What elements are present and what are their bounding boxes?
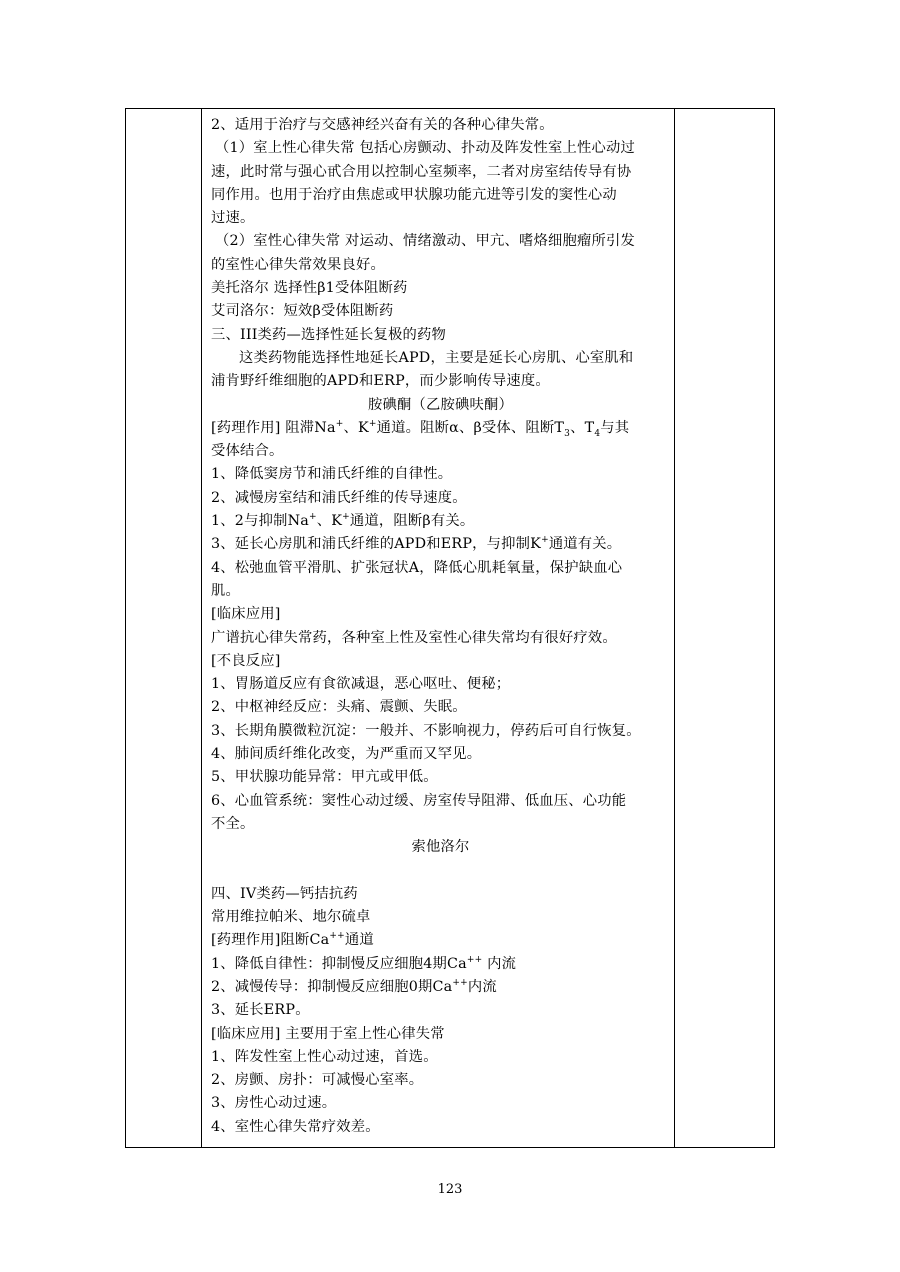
superscript: + xyxy=(309,512,317,523)
text-line: 3、延长ERP。 xyxy=(211,1002,310,1019)
superscript: + xyxy=(541,535,549,546)
main-column xyxy=(202,109,676,1147)
text-span: 通道 xyxy=(344,932,374,949)
text-span: 与其 xyxy=(600,419,630,436)
page-number: 123 xyxy=(437,1182,463,1197)
text-line xyxy=(211,929,670,952)
text-line xyxy=(211,976,670,999)
blank-line xyxy=(211,860,670,883)
subscript: 3 xyxy=(564,428,571,439)
text-line: 6、心血管系统：窦性心动过缓、房室传导阻滞、低血压、心功能 xyxy=(211,792,627,809)
text-line: 2、适用于治疗与交感神经兴奋有关的各种心律失常。 xyxy=(211,117,554,133)
text-line: 的室性心律失常效果良好。 xyxy=(211,256,385,273)
right-column xyxy=(674,109,774,1147)
text-line: 美托洛尔 选择性β1受体阻断药 xyxy=(211,280,408,297)
text-line: 4、肺间质纤维化改变，为严重而又罕见。 xyxy=(211,746,482,763)
text-line xyxy=(211,417,670,440)
text-line: 过速。 xyxy=(211,210,255,227)
superscript: + xyxy=(342,512,350,523)
content-table xyxy=(125,108,775,1148)
text-span: 、T xyxy=(570,419,595,436)
text-line: 5、甲状腺功能异常：甲亢或甲低。 xyxy=(211,769,438,786)
text-span: 、K xyxy=(316,513,343,530)
text-line: 速，此时常与强心甙合用以控制心室频率，二者对房室结传导有协 xyxy=(211,163,632,180)
text-line xyxy=(211,533,670,556)
text-line: 不全。 xyxy=(211,815,255,832)
drug-heading-amiodarone: 胺碘酮（乙胺碘呋酮） xyxy=(368,396,513,413)
text-line: [不良反应] xyxy=(211,652,281,669)
superscript: ++ xyxy=(452,978,468,989)
text-span: [药理作用] 阻滞Na xyxy=(211,419,336,436)
section-heading: 四、IV类药—钙拮抗药 xyxy=(211,885,358,902)
text-span: 内流 xyxy=(467,978,497,995)
text-line: 1、阵发性室上性心动过速，首选。 xyxy=(211,1048,438,1065)
text-line: （1）室上性心律失常 包括心房颤动、扑动及阵发性室上性心动过 xyxy=(215,140,635,157)
text-line: 2、减慢房室结和浦氏纤维的传导速度。 xyxy=(211,489,467,506)
text-line: [临床应用] xyxy=(211,606,281,623)
text-line: 广谱抗心律失常药，各种室上性及室性心律失常均有很好疗效。 xyxy=(211,629,617,646)
text-line xyxy=(211,510,670,533)
text-span: 通道。阻断α、β受体、阻断T xyxy=(376,419,565,436)
text-line: （2）室性心律失常 对运动、情绪激动、甲亢、嗜烙细胞瘤所引发 xyxy=(215,233,635,250)
text-line: 2、房颤、房扑：可减慢心室率。 xyxy=(211,1072,424,1089)
text-span: 通道有关。 xyxy=(548,536,622,553)
text-line: 4、室性心律失常疗效差。 xyxy=(211,1118,380,1135)
text-line: 这类药物能选择性地延长APD，主要是延长心房肌、心室肌和 xyxy=(239,349,634,366)
text-line: 3、长期角膜微粒沉淀：一般并、不影响视力，停药后可自行恢复。 xyxy=(211,722,641,739)
text-span: 1、2与抑制Na xyxy=(211,513,310,530)
text-line: 肌。 xyxy=(211,582,240,599)
text-span: 3、延长心房肌和浦氏纤维的APD和ERP，与抑制K xyxy=(211,536,542,553)
left-column xyxy=(126,109,202,1147)
section-heading: 三、III类药—选择性延长复极的药物 xyxy=(211,326,446,343)
superscript: ++ xyxy=(466,954,483,965)
superscript: + xyxy=(335,419,344,430)
text-span: 1、降低自律性：抑制慢反应细胞4期Ca xyxy=(211,955,467,972)
text-span: 2、减慢传导：抑制慢反应细胞0期Ca xyxy=(211,978,453,995)
text-line: 同作用。也用于治疗由焦虑或甲状腺功能亢进等引发的窦性心动 xyxy=(211,186,617,203)
text-span: 、K xyxy=(343,419,369,436)
text-line: 受体结合。 xyxy=(211,443,284,460)
text-line: 3、房性心动过速。 xyxy=(211,1095,337,1112)
drug-heading-sotalol: 索他洛尔 xyxy=(411,839,470,856)
text-line: 2、中枢神经反应：头痛、震颤、失眠。 xyxy=(211,699,467,716)
text-line: 4、松弛血管平滑肌、扩张冠状A，降低心肌耗氧量，保护缺血心 xyxy=(211,559,623,576)
text-span: [药理作用]阻断Ca xyxy=(211,932,330,949)
text-span: 通道，阻断β有关。 xyxy=(349,513,475,530)
text-line: 1、胃肠道反应有食欲减退，恶心呕吐、便秘； xyxy=(211,676,511,693)
text-line: 艾司洛尔：短效β受体阻断药 xyxy=(211,303,394,320)
text-line: 浦肯野纤维细胞的APD和ERP，而少影响传导速度。 xyxy=(211,373,550,390)
text-line: 1、降低窦房节和浦氏纤维的自律性。 xyxy=(211,466,453,483)
text-span: 内流 xyxy=(482,955,517,972)
text-line xyxy=(211,953,670,976)
superscript: ++ xyxy=(329,931,345,942)
subscript: 4 xyxy=(594,428,601,439)
superscript: + xyxy=(368,419,377,430)
text-line: [临床应用] 主要用于室上性心律失常 xyxy=(211,1025,445,1042)
text-line: 常用维拉帕米、地尔硫卓 xyxy=(211,909,371,926)
